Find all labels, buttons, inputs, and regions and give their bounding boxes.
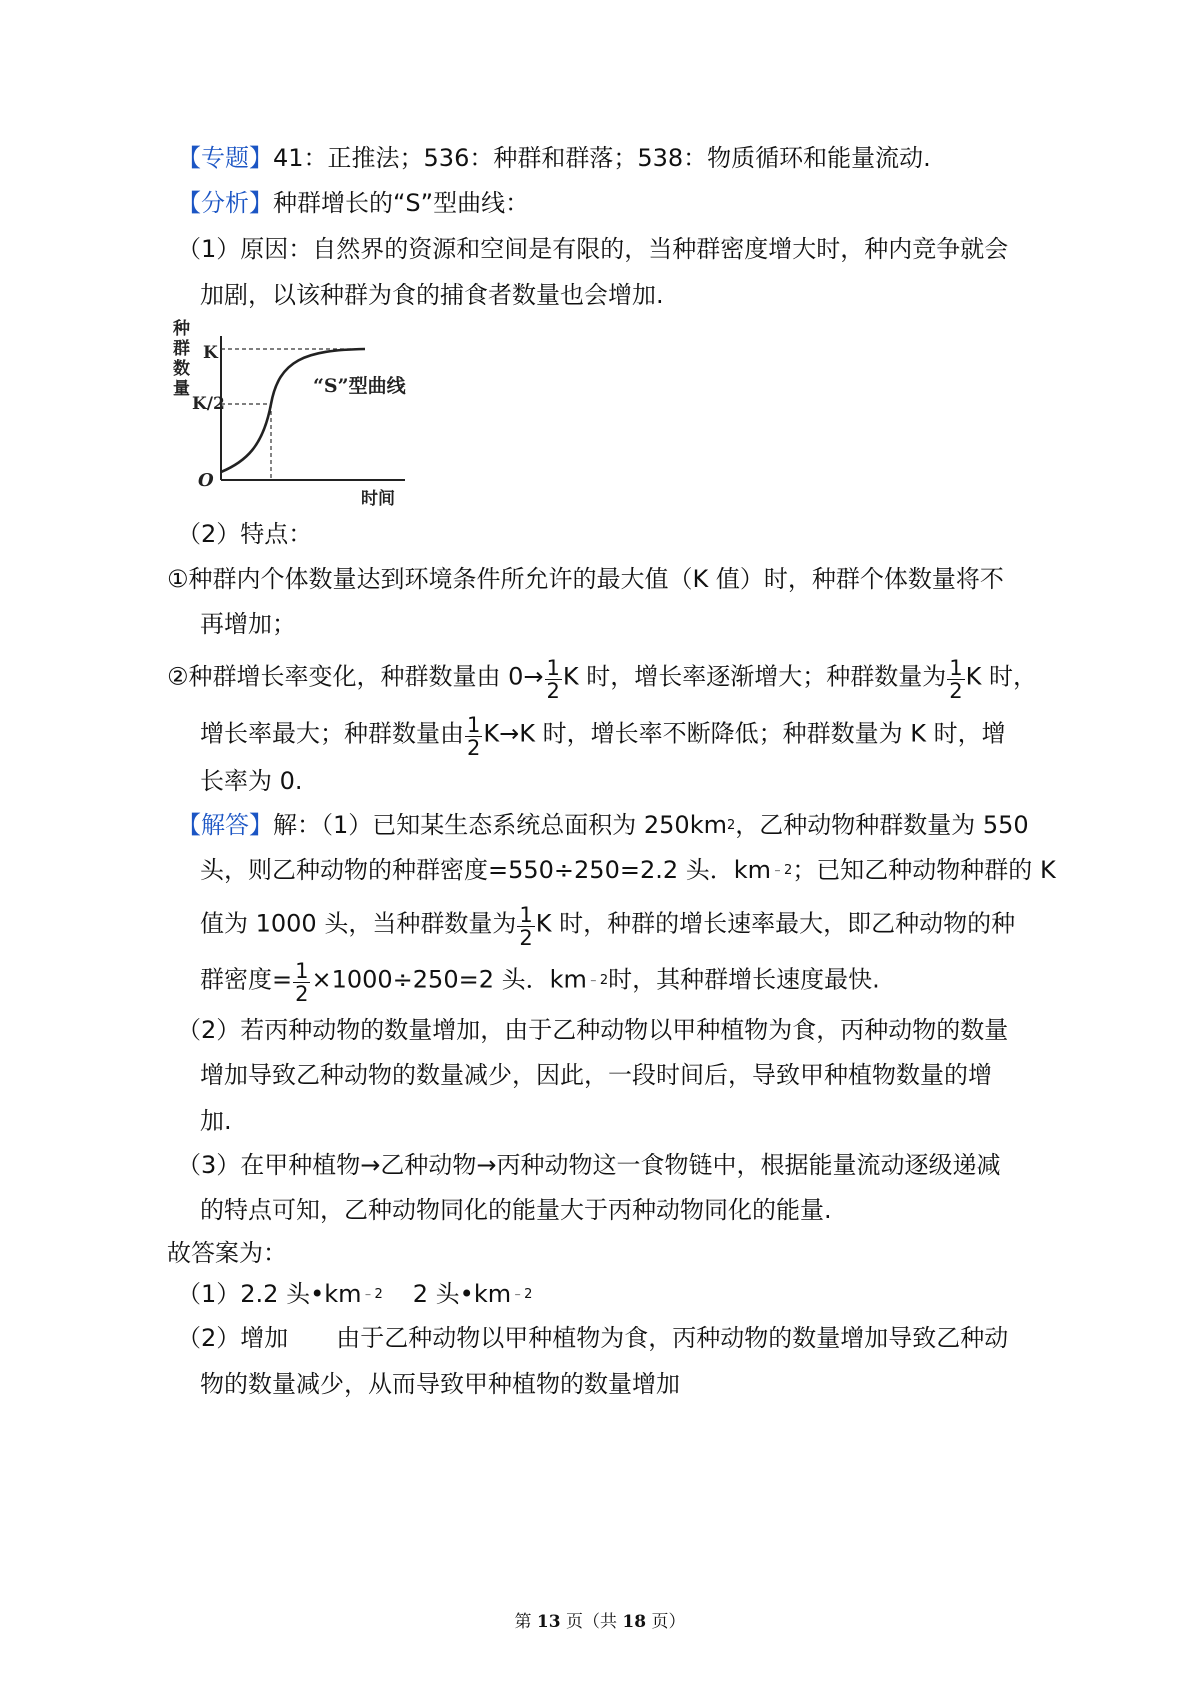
ylabel-char: 数 <box>173 359 190 379</box>
frac-den: 2 <box>519 926 533 950</box>
answer-item2-line3: 加. <box>200 1107 232 1135</box>
analysis-tag: 【分析】 <box>177 189 273 217</box>
analysis-item1-line2: 加剧，以该种群为食的捕食者数量也会增加. <box>200 281 664 309</box>
ylabel-char: 量 <box>173 379 190 399</box>
text-run: K→K 时，增长率不断降低；种群数量为 K 时，增 <box>483 719 1006 748</box>
footer-text: 页（共 <box>560 1612 623 1632</box>
text-run: 增长率最大；种群数量由 <box>200 719 464 748</box>
topic-line <box>177 143 931 173</box>
curve-label: “S”型曲线 <box>313 375 406 397</box>
frac-num: 1 <box>546 656 560 680</box>
tick-k: K <box>203 343 218 363</box>
frac-den: 2 <box>467 736 481 760</box>
fraction-half <box>517 904 534 949</box>
fraction-half <box>545 657 562 702</box>
text-run: ；已知乙种动物种群的 K <box>792 856 1056 884</box>
answer-line4 <box>200 958 880 1006</box>
text-run: 值为 1000 头，当种群数量为 <box>200 909 517 938</box>
frac-num: 1 <box>295 959 309 983</box>
features-p2-line3: 长率为 0. <box>200 767 303 795</box>
answer-item3-line1: （3）在甲种植物→乙种动物→丙种动物这一食物链中，根据能量流动逐级递减 <box>177 1151 1001 1179</box>
answer-line1 <box>177 810 1029 845</box>
answer-line3 <box>200 902 1016 950</box>
answer-line2 <box>200 855 1056 890</box>
text-run: （1）2.2 头•km <box>177 1280 362 1308</box>
tick-k-half: K/2 <box>192 394 225 414</box>
final-heading: 故答案为： <box>167 1239 287 1267</box>
final-item2-line1: （2）增加 由于乙种动物以甲种植物为食，丙种动物的数量增加导致乙种动 <box>177 1324 1009 1352</box>
answer-tag: 【解答】 <box>177 811 273 839</box>
final-item2-line2: 物的数量减少，从而导致甲种植物的数量增加 <box>200 1370 680 1398</box>
superscript: ﹣2 <box>511 1287 533 1302</box>
answer-item2-line2: 增加导致乙种动物的数量减少，因此，一段时间后，导致甲种植物数量的增 <box>200 1061 992 1089</box>
x-axis-label: 时间 <box>361 489 395 509</box>
features-p1-line2: 再增加； <box>200 610 296 638</box>
superscript: ﹣2 <box>361 1287 383 1302</box>
text-run: K 时，种群的增长速率最大，即乙种动物的种 <box>535 909 1016 938</box>
text-run: ，乙种动物种群数量为 550 <box>735 811 1029 839</box>
origin-label: O <box>198 470 214 491</box>
text-run: 头，则乙种动物的种群密度=550÷250=2.2 头．km <box>200 856 772 884</box>
analysis-line <box>177 188 529 218</box>
frac-den: 2 <box>295 982 309 1006</box>
page-number: 13 <box>536 1612 561 1632</box>
text-run: ×1000÷250=2 头．km <box>311 965 587 994</box>
text-run: 2 头•km <box>412 1280 512 1308</box>
text-run: 群密度= <box>200 965 293 994</box>
superscript: ﹣2 <box>586 972 609 988</box>
fraction-half <box>947 657 964 702</box>
ylabel-char: 种 <box>173 319 190 339</box>
ylabel-char: 群 <box>173 339 190 359</box>
text-run: K 时，增长率逐渐增大；种群数量为 <box>562 662 947 691</box>
analysis-title: 种群增长的“S”型曲线： <box>273 189 530 217</box>
fraction-half <box>293 960 310 1005</box>
text-run: 时，其种群增长速度最快. <box>608 965 880 994</box>
footer-text: 页） <box>646 1612 686 1632</box>
s-curve-figure <box>165 312 455 512</box>
superscript: 2 <box>726 818 736 833</box>
topic-tag: 【专题】 <box>177 144 273 172</box>
features-p2-line1 <box>167 655 1038 703</box>
features-p2-line2 <box>200 712 1006 760</box>
frac-num: 1 <box>519 903 533 927</box>
s-curve <box>221 349 365 472</box>
text-run: 解：（1）已知某生态系统总面积为 250km <box>273 811 727 839</box>
topic-text: 41：正推法；536：种群和群落；538：物质循环和能量流动. <box>273 144 931 172</box>
features-p1-line1: ①种群内个体数量达到环境条件所允许的最大值（K 值）时，种群个体数量将不 <box>167 565 1004 593</box>
fraction-half <box>465 714 482 759</box>
page-total: 18 <box>622 1612 647 1632</box>
frac-den: 2 <box>949 679 963 703</box>
footer-text: 第 <box>514 1612 537 1632</box>
frac-den: 2 <box>546 679 560 703</box>
superscript: ﹣2 <box>771 863 793 878</box>
answer-item2-line1: （2）若丙种动物的数量增加，由于乙种动物以甲种植物为食，丙种动物的数量 <box>177 1016 1009 1044</box>
answer-item3-line2: 的特点可知，乙种动物同化的能量大于丙种动物同化的能量. <box>200 1196 832 1224</box>
page-footer <box>0 1607 1200 1632</box>
features-heading: （2）特点： <box>177 520 313 548</box>
frac-num: 1 <box>949 656 963 680</box>
analysis-item1-line1: （1）原因：自然界的资源和空间是有限的，当种群密度增大时，种内竞争就会 <box>177 235 1009 263</box>
frac-num: 1 <box>467 713 481 737</box>
final-item1 <box>177 1279 532 1314</box>
text-run: K 时， <box>965 662 1038 691</box>
text-run: ②种群增长率变化，种群数量由 0→ <box>167 662 544 691</box>
